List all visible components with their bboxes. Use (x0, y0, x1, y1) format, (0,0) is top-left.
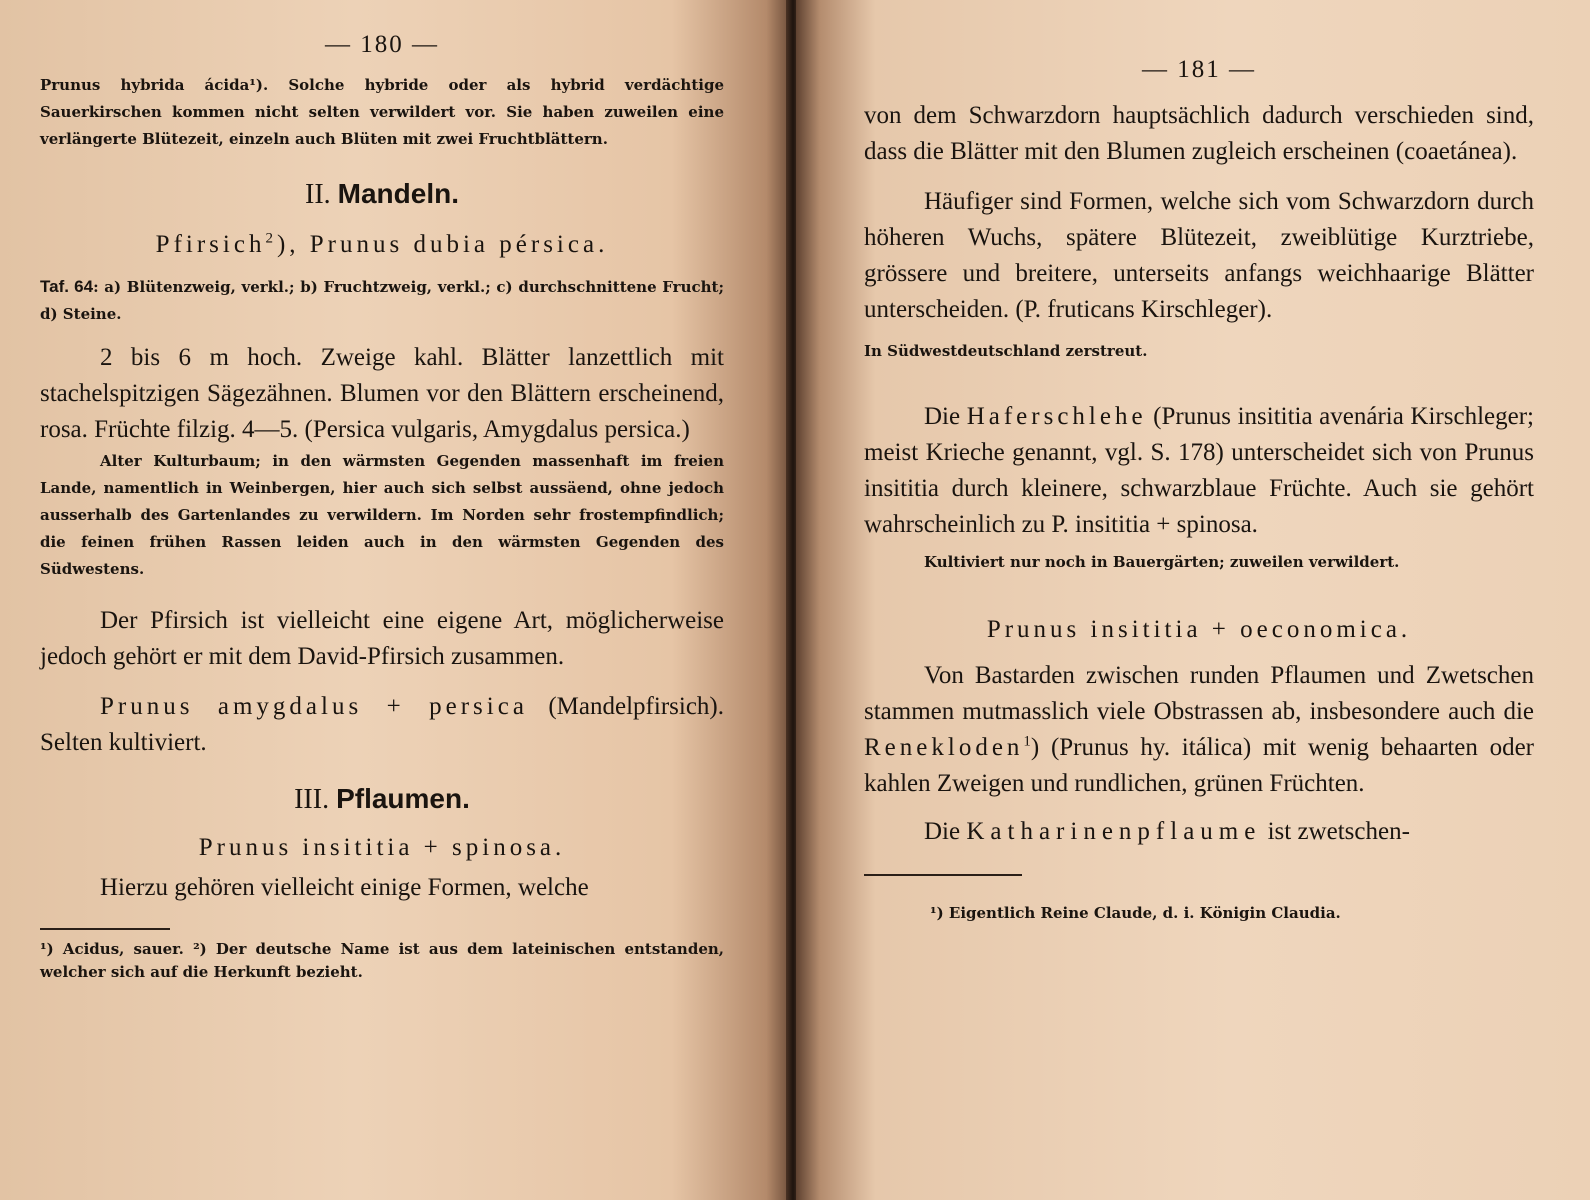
section-heading-mandeln (40, 178, 724, 211)
species-heading-pfirsich (40, 231, 724, 259)
description-paragraph: 2 bis 6 m hoch. Zweige kahl. Blätter lanzettlich mit stachelspitzigen Sägezähnen. Blumen vor den Blättern erscheinend, rosa. Früchte filzig. 4—5. (Persica vulgaris, Amygdalus persica.) (40, 344, 724, 443)
footnote-mark: 2 (265, 230, 277, 247)
plant-name: Katharinenpflaume (966, 818, 1262, 845)
footnote: ¹) Eigentlich Reine Claude, d. i. Königin Claudia. (930, 904, 1341, 922)
hybrid-rest: (Mandelpfirsich). Selten kultiviert. (40, 693, 724, 756)
haferschlehe-paragraph (864, 399, 1534, 543)
plate-label: Taf. 64 (40, 277, 94, 296)
david-pfirsich-paragraph: Der Pfirsich ist vielleicht eine eigene Art, möglicherweise jedoch gehört er mit dem David-Pfirsich zusammen. (40, 607, 724, 670)
hybrid-name: Prunus amygdalus + persica (100, 693, 528, 720)
section-heading-pflaumen (40, 783, 724, 816)
rest-text: ist zwetschen- (1261, 818, 1410, 845)
section-numeral: III. (294, 784, 330, 815)
amygdalus-paragraph (40, 689, 724, 761)
footnote-rule (864, 874, 1022, 876)
section-title: Mandeln. (337, 178, 459, 209)
species-heading-oeconomica: Prunus insititia + oeconomica. (986, 616, 1412, 643)
plate-text: : a) Blütenzweig, verkl.; b) Fruchtzweig, verkl.; c) durchschnittene Frucht; d) Steine. (40, 278, 724, 323)
plate-reference (40, 273, 724, 328)
footnote-mark: 1 (1023, 733, 1031, 750)
right-page (796, 0, 1590, 1200)
left-page (0, 0, 790, 1200)
katharinen-paragraph (864, 814, 1534, 850)
haeufiger-paragraph: Häufiger sind Formen, welche sich vom Schwarzdorn durch höheren Wuchs, spätere Blütezeit, zweiblütige Kurztriebe, grössere und breitere, unterseits anfangs weichhaarige Blätter unterscheiden. (P. fruticans Kirschleger). (864, 188, 1534, 323)
section-title: Pflaumen. (336, 783, 470, 814)
section-numeral: II. (305, 179, 331, 210)
species-name: Pfirsich (155, 231, 266, 258)
footnote-rule (40, 928, 170, 930)
species-rest: ), Prunus dubia pérsica. (276, 231, 609, 258)
plant-name: Renekloden (864, 734, 1024, 761)
continued-paragraph: von dem Schwarzdorn hauptsächlich dadurch verschieden sind, dass die Blätter mit den Blumen zugleich erscheinen (coaetánea). (864, 102, 1534, 165)
distribution-note: In Südwestdeutschland zerstreut. (864, 342, 1148, 360)
formen-paragraph: Hierzu gehören vielleicht einige Formen, welche (100, 874, 589, 901)
page-number: — 181 — (1142, 56, 1256, 83)
lead-text: Von Bastarden zwischen runden Pflaumen und Zwetschen stammen mutmasslich viele Obstrassen ab, insbesondere auch die (864, 662, 1534, 725)
rest-text: ) (Prunus hy. itálica) mit wenig behaarten oder kahlen Zweigen und rundlichen, grünen Früchten. (864, 734, 1534, 797)
plant-name: Haferschlehe (966, 403, 1147, 430)
distribution-note: Alter Kulturbaum; in den wärmsten Gegenden massenhaft im freien Lande, namentlich in Weinbergen, hier auch sich selbst aussäend, ohne jedoch ausserhalb des Gartenlandes zu verwildern. Im Norden sehr frostempfindlich; die feinen frühen Rassen leiden auch in den wärmsten Gegenden des Südwestens. (40, 452, 724, 578)
footnote: ¹) Acidus, sauer. ²) Der deutsche Name ist aus dem lateinischen entstanden, welcher sich auf die Herkunft bezieht. (40, 940, 724, 981)
lead-text: Die (924, 403, 967, 430)
rest-text: (Prunus insititia avenária Kirschleger; meist Krieche genannt, vgl. S. 178) unterscheidet sich von Prunus insititia durch kleinere, schwarzblaue Früchte. Auch sie gehört wahrscheinlich zu P. insititia + spinosa. (864, 403, 1534, 538)
cultivation-note: Kultiviert nur noch in Bauergärten; zuweilen verwildert. (924, 553, 1400, 571)
species-heading-spinosa: Prunus insititia + spinosa. (198, 834, 566, 861)
intro-paragraph: Prunus hybrida ácida¹). Solche hybride oder als hybrid verdächtige Sauerkirschen kommen nicht selten verwildert vor. Sie haben zuweilen eine verlängerte Blütezeit, einzeln auch Blüten mit zwei Fruchtblättern. (40, 76, 724, 148)
lead-text: Die (924, 818, 967, 845)
page-number: — 180 — (325, 31, 439, 58)
bastarde-paragraph (864, 658, 1534, 802)
